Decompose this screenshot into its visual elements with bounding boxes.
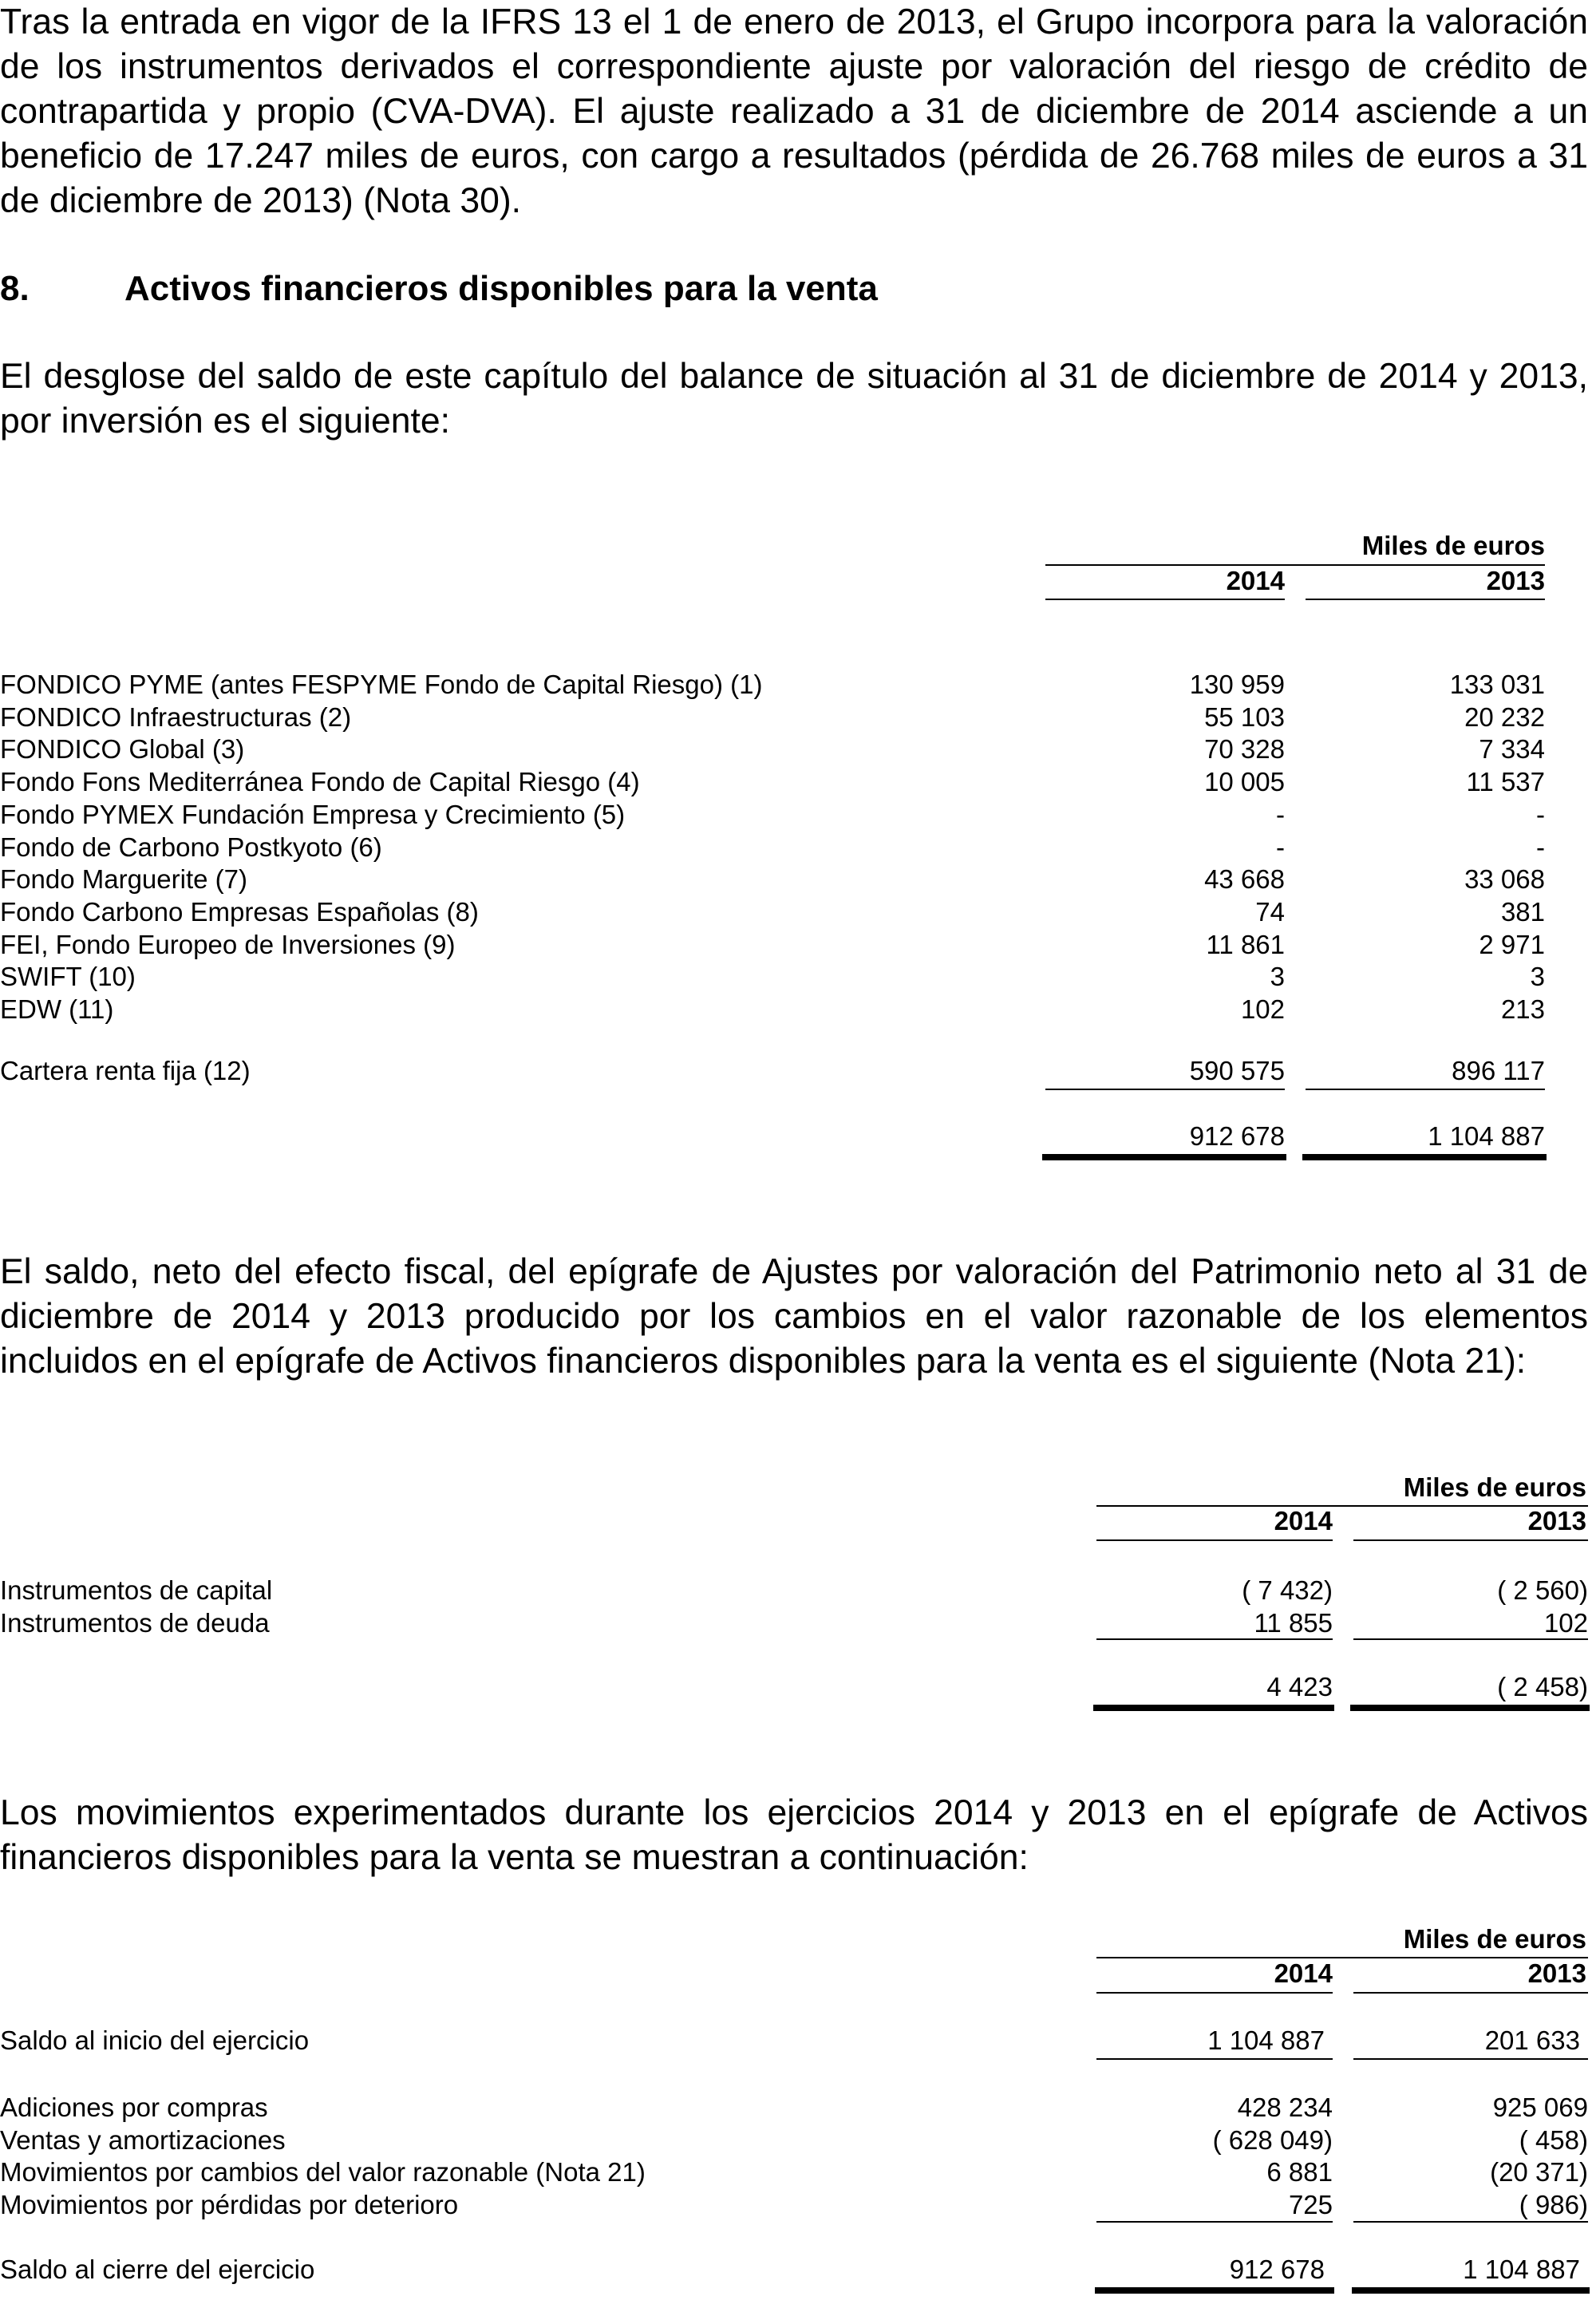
table-1-row-2013: 3 [1530,962,1545,992]
table-1-row-2014: 55 103 [1204,701,1285,732]
table-3-total-rule-2014 [1095,2287,1334,2294]
table-3-row-2014: 6 881 [1266,2157,1333,2187]
table-1-row-2013: 33 068 [1464,864,1545,895]
table-3-row-label: Movimientos por cambios del valor razonable (Nota 21) [0,2157,646,2187]
table-1-header-rule-2013 [1306,599,1545,600]
table-1-row-label: EDW (11) [0,994,114,1024]
table-3-subtotal-rule-2014 [1096,2221,1333,2223]
table-2-row-label: Instrumentos de capital [0,1575,273,1605]
table-1-row-2014: 10 005 [1204,767,1285,797]
table-1-row-2013: 20 232 [1464,701,1545,732]
paragraph-2: El saldo, neto del efecto fiscal, del epígrafe de Ajustes por valoración del Patrimonio neto al 31 de diciembre de 2014 y 2013 producido por los cambios en el valor razonable de los elementos incluidos en el epígrafe de Activos financieros disponibles para la venta es el siguiente (Nota 21): [0,1252,1588,1381]
table-1-row-2014: - [1276,832,1285,862]
table-1-cartera-2013: 896 117 [1452,1056,1545,1085]
table-1-row-label: FONDICO PYME (antes FESPYME Fondo de Capital Riesgo) (1) [0,670,763,699]
section-heading [0,267,878,311]
table-1-total-2014: 912 678 [1189,1121,1285,1151]
table-2-header-rule-2014 [1096,1539,1333,1541]
table-1-row-2014: 11 861 [1206,929,1285,959]
table-1-subtotal-rule-2013 [1306,1089,1545,1090]
table-1-row-label: Fondo de Carbono Postkyoto (6) [0,832,382,862]
table-2-total-rule-2014 [1093,1705,1334,1711]
intro-paragraph: Tras la entrada en vigor de la IFRS 13 el 1 de enero de 2013, el Grupo incorpora para la valoración de los instrumentos derivados el correspondiente ajuste por valoración del riesgo de crédito de contrapartida y propio (CVA-DVA). El ajuste realizado a 31 de diciembre de 2014 asciende a un beneficio de 17.247 miles de euros, con cargo a resultados (pérdida de 26.768 miles de euros a 31 de diciembre de 2013) (Nota 30). [0,2,1588,220]
table-3-closing-label: Saldo al cierre del ejercicio [0,2255,315,2284]
table-1-row-2013: 213 [1500,994,1545,1024]
table-1-cartera-2014: 590 575 [1189,1056,1285,1085]
table-2-col-2013: 2013 [1527,1506,1586,1535]
table-3-row-2013: ( 458) [1519,2124,1588,2155]
table-3-col-2013: 2013 [1527,1958,1586,1988]
table-2-subtotal-rule-2014 [1096,1638,1333,1640]
table-3-header-rule-2014 [1096,1992,1333,1994]
table-3-row-label: Adiciones por compras [0,2093,268,2122]
table-2-row-2014: ( 7 432) [1242,1575,1333,1605]
table-1-row-label: Fondo Fons Mediterránea Fondo de Capital Riesgo (4) [0,767,640,797]
table-3-opening-label: Saldo al inicio del ejercicio [0,2025,310,2055]
table-2-row-label: Instrumentos de deuda [0,1607,270,1638]
table-1-row-2014: 70 328 [1204,734,1285,765]
table-1-row-label: FONDICO Global (3) [0,734,245,765]
table-3-row-2014: 428 234 [1237,2093,1333,2122]
table-3-closing-2014: 912 678 [1229,2255,1325,2284]
section-number: 8. [0,269,30,308]
table-1-total-rule-2014 [1042,1154,1286,1160]
table-3-row-2013: ( 986) [1519,2190,1588,2220]
table-1-row-label: Fondo PYMEX Fundación Empresa y Crecimiento (5) [0,799,626,829]
paragraph-3: Los movimientos experimentados durante los ejercicios 2014 y 2013 en el epígrafe de Activos financieros disponibles para la venta se muestran a continuación: [0,1793,1588,1877]
table-1-row-2014: - [1276,799,1285,829]
table-3-opening-rule-2014 [1096,2058,1333,2060]
table-2-row-2013: ( 2 560) [1497,1575,1588,1605]
table-1-row-2014: 130 959 [1189,670,1285,699]
table-3-closing-2013: 1 104 887 [1463,2255,1580,2284]
table-1-row-label: Fondo Marguerite (7) [0,864,247,895]
table-1-cartera-label: Cartera renta fija (12) [0,1056,251,1085]
table-3-total-rule-2013 [1352,2287,1590,2294]
table-1-col-2013: 2013 [1486,566,1545,595]
table-3-subtotal-rule-2013 [1353,2221,1588,2223]
table-1-row-2013: 2 971 [1479,929,1545,959]
table-1-row-2013: 11 537 [1466,767,1545,797]
table-2-unit-header: Miles de euros [1403,1472,1586,1502]
table-1-row-label: Fondo Carbono Empresas Españolas (8) [0,896,479,927]
table-3-opening-rule-2013 [1353,2058,1588,2060]
table-3-col-2014: 2014 [1274,1958,1333,1988]
table-3-opening-2014: 1 104 887 [1207,2025,1325,2055]
table-1-subtotal-rule-2014 [1045,1089,1285,1090]
table-1-row-2013: 7 334 [1479,734,1545,765]
table-1-row-2014: 102 [1240,994,1285,1024]
table-2-total-rule-2013 [1350,1705,1590,1711]
table-3-row-2014: ( 628 049) [1212,2124,1333,2155]
table-3-row-2013: (20 371) [1490,2157,1588,2187]
table-2-total-2013: ( 2 458) [1497,1672,1588,1701]
table-1-row-2014: 3 [1270,962,1285,992]
table-2-col-2014: 2014 [1274,1506,1333,1535]
table-3-header-rule-2013 [1353,1992,1588,1994]
table-3-row-2013: 925 069 [1492,2093,1588,2122]
table-2-subtotal-rule-2013 [1353,1638,1588,1640]
table-1-row-2013: - [1536,832,1545,862]
table-3-row-label: Movimientos por pérdidas por deterioro [0,2190,459,2220]
table-1-row-2014: 74 [1255,896,1285,927]
table-1-col-2014: 2014 [1226,566,1285,595]
table-2-header-rule-2013 [1353,1539,1588,1541]
table-1-row-label: FEI, Fondo Europeo de Inversiones (9) [0,929,456,959]
table-2-row-2013: 102 [1543,1607,1588,1638]
table-3-row-label: Ventas y amortizaciones [0,2124,286,2155]
table-1-row-2013: 133 031 [1449,670,1545,699]
table-1-row-label: SWIFT (10) [0,962,136,992]
table-3-row-2014: 725 [1288,2190,1333,2220]
table-3-unit-header: Miles de euros [1403,1924,1586,1954]
section-title: Activos financieros disponibles para la venta [124,269,878,308]
table-1-total-rule-2013 [1302,1154,1547,1160]
paragraph-1: El desglose del saldo de este capítulo del balance de situación al 31 de diciembre de 2014 y 2013, por inversión es el siguiente: [0,357,1588,441]
table-3-opening-2013: 201 633 [1484,2025,1580,2055]
table-2-row-2014: 11 855 [1254,1607,1333,1638]
table-1-total-2013: 1 104 887 [1428,1121,1545,1151]
table-2-total-2014: 4 423 [1266,1672,1333,1701]
table-1-row-2014: 43 668 [1204,864,1285,895]
table-1-unit-header: Miles de euros [1361,531,1545,560]
table-1-row-2013: 381 [1500,896,1545,927]
table-1-row-2013: - [1536,799,1545,829]
table-1-header-rule-2014 [1045,599,1285,600]
table-1-row-label: FONDICO Infraestructuras (2) [0,701,352,732]
